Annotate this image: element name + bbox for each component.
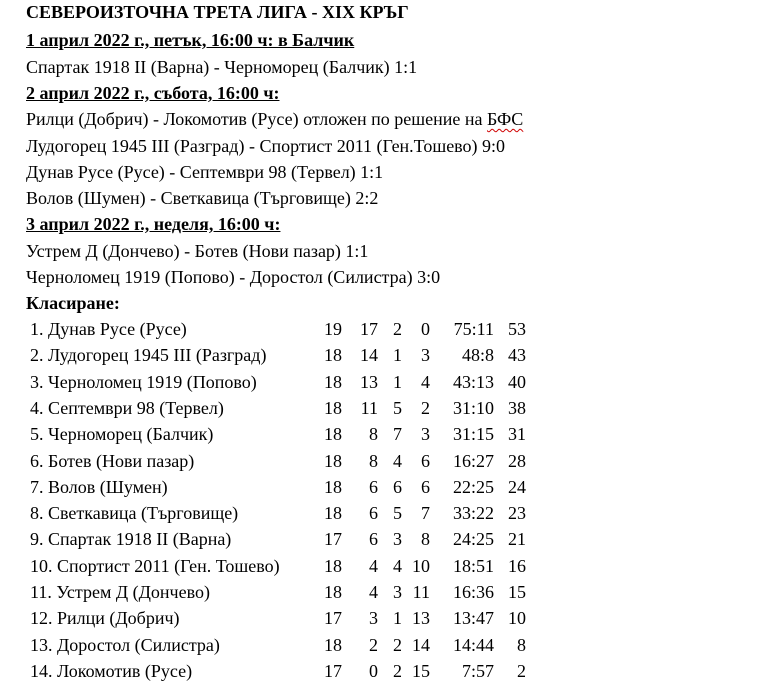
games-played: 17 — [324, 608, 342, 629]
match-result: Черноломец 1919 (Попово) - Доростол (Силистра) 3:0 — [26, 267, 441, 287]
games-played: 18 — [324, 634, 342, 655]
losses: 8 — [421, 529, 430, 550]
team-name: 3. Черноломец 1919 (Попово) — [30, 371, 257, 392]
goal-difference: 13:47 — [452, 608, 494, 629]
draws: 7 — [393, 424, 402, 445]
team-name: 7. Волов (Шумен) — [30, 476, 168, 497]
round-date: 2 април 2022 г., събота, 16:00 ч: — [26, 83, 280, 103]
losses: 15 — [412, 660, 430, 681]
wins: 4 — [369, 582, 378, 602]
team-name: 5. Черноморец (Балчик) — [30, 424, 214, 445]
wins: 11 — [360, 397, 378, 418]
points: 16 — [508, 555, 526, 576]
standings-row — [0, 528, 764, 554]
wins: 0 — [369, 660, 378, 681]
wins: 2 — [369, 634, 378, 655]
standings-row — [0, 318, 764, 344]
losses: 2 — [421, 397, 430, 418]
goal-difference: 7:57 — [461, 660, 494, 681]
games-played: 18 — [324, 371, 342, 392]
draws: 2 — [393, 660, 402, 681]
wins: 13 — [360, 371, 378, 392]
team-name: 10. Спортист 2011 (Ген. Тошево) — [30, 555, 280, 576]
standings-row — [0, 423, 764, 449]
round-date: 3 април 2022 г., неделя, 16:00 ч: — [26, 214, 281, 234]
page-title: СЕВЕРОИЗТОЧНА ТРЕТА ЛИГА - XIX КРЪГ — [26, 2, 409, 22]
games-played: 17 — [324, 529, 342, 550]
points: 15 — [508, 582, 526, 602]
games-played: 18 — [324, 503, 342, 524]
wins: 6 — [369, 476, 378, 497]
draws: 3 — [393, 582, 402, 602]
draws: 4 — [393, 555, 402, 576]
points: 2 — [517, 660, 526, 681]
team-name: 2. Лудогорец 1945 III (Разград) — [30, 345, 267, 366]
losses: 7 — [421, 503, 430, 524]
team-name: 4. Септември 98 (Тервел) — [30, 397, 224, 418]
points: 8 — [517, 634, 526, 655]
points: 28 — [508, 450, 526, 471]
losses: 3 — [421, 345, 430, 366]
goal-difference: 22:25 — [452, 476, 494, 497]
draws: 5 — [393, 503, 402, 524]
team-name: 8. Светкавица (Търговище) — [30, 503, 239, 524]
games-played: 19 — [324, 319, 342, 339]
team-name: 9. Спартак 1918 II (Варна) — [30, 529, 232, 550]
standings-row — [0, 397, 764, 423]
match-result: Волов (Шумен) - Светкавица (Търговище) 2:2 — [26, 188, 379, 208]
goal-difference: 31:15 — [452, 424, 494, 445]
losses: 4 — [421, 371, 430, 392]
losses: 11 — [412, 582, 430, 602]
games-played: 18 — [324, 397, 342, 418]
games-played: 18 — [324, 582, 342, 602]
losses: 3 — [421, 424, 430, 445]
games-played: 18 — [324, 450, 342, 471]
losses: 10 — [412, 555, 430, 576]
points: 21 — [508, 529, 526, 550]
wins: 4 — [369, 555, 378, 576]
standings-row — [0, 581, 764, 607]
draws: 1 — [393, 371, 402, 392]
points: 53 — [508, 319, 526, 339]
draws: 2 — [393, 319, 402, 339]
losses: 13 — [412, 608, 430, 629]
draws: 1 — [393, 608, 402, 629]
goal-difference: 16:27 — [452, 450, 494, 471]
draws: 3 — [393, 529, 402, 550]
goal-difference: 33:22 — [452, 503, 494, 524]
round-date: 1 април 2022 г., петък, 16:00 ч: в Балчик — [26, 30, 355, 50]
points: 10 — [508, 608, 526, 629]
wins: 6 — [369, 529, 378, 550]
match-result: Дунав Русе (Русе) - Септември 98 (Тервел) 1:1 — [26, 162, 384, 182]
goal-difference: 31:10 — [452, 397, 494, 418]
goal-difference: 43:13 — [452, 371, 494, 392]
games-played: 18 — [324, 424, 342, 445]
draws: 2 — [393, 634, 402, 655]
standings-row — [0, 450, 764, 476]
match-result: Устрем Д (Дончево) - Ботев (Нови пазар) 1:1 — [26, 241, 369, 261]
standings-row — [0, 555, 764, 581]
match-result: Спартак 1918 II (Варна) - Черноморец (Балчик) 1:1 — [26, 57, 418, 77]
draws: 1 — [393, 345, 402, 366]
goal-difference: 24:25 — [452, 529, 494, 550]
games-played: 18 — [324, 555, 342, 576]
goal-difference: 14:44 — [452, 634, 494, 655]
standings-row — [0, 607, 764, 633]
standings-row — [0, 476, 764, 502]
team-name: 12. Рилци (Добрич) — [30, 608, 180, 629]
draws: 6 — [393, 476, 402, 497]
standings-row — [0, 502, 764, 528]
team-name: 1. Дунав Русе (Русе) — [30, 319, 187, 339]
wins: 8 — [369, 424, 378, 445]
spellcheck-word: БФС — [486, 109, 524, 129]
points: 43 — [508, 345, 526, 366]
goal-difference: 75:11 — [453, 319, 494, 339]
wins: 14 — [360, 345, 378, 366]
match-result-text: Рилци (Добрич) - Локомотив (Русе) отложен по решение на БФС — [26, 109, 524, 129]
team-name: 6. Ботев (Нови пазар) — [30, 450, 195, 471]
draws: 5 — [393, 397, 402, 418]
standings-row — [0, 371, 764, 397]
games-played: 18 — [324, 476, 342, 497]
games-played: 18 — [324, 345, 342, 366]
points: 40 — [508, 371, 526, 392]
team-name: 14. Локомотив (Русе) — [30, 660, 193, 681]
wins: 3 — [369, 608, 378, 629]
wins: 17 — [360, 319, 378, 339]
points: 31 — [508, 424, 526, 445]
standings-row — [0, 344, 764, 370]
team-name: 13. Доростол (Силистра) — [30, 634, 220, 655]
points: 38 — [508, 397, 526, 418]
wins: 8 — [369, 450, 378, 471]
match-result: Лудогорец 1945 III (Разград) - Спортист 2011 (Ген.Тошево) 9:0 — [26, 136, 506, 156]
draws: 4 — [393, 450, 402, 471]
standings-heading: Класиране: — [26, 293, 120, 313]
goal-difference: 48:8 — [461, 345, 494, 366]
losses: 6 — [421, 476, 430, 497]
games-played: 17 — [324, 660, 342, 681]
losses: 14 — [412, 634, 430, 655]
match-result — [26, 108, 523, 130]
points: 24 — [508, 476, 526, 497]
points: 23 — [508, 503, 526, 524]
losses: 6 — [421, 450, 430, 471]
team-name: 11. Устрем Д (Дончево) — [30, 582, 210, 602]
standings-row — [0, 634, 764, 660]
goal-difference: 18:51 — [452, 555, 494, 576]
goal-difference: 16:36 — [452, 582, 494, 602]
losses: 0 — [421, 319, 430, 339]
wins: 6 — [369, 503, 378, 524]
standings-row — [0, 660, 764, 686]
